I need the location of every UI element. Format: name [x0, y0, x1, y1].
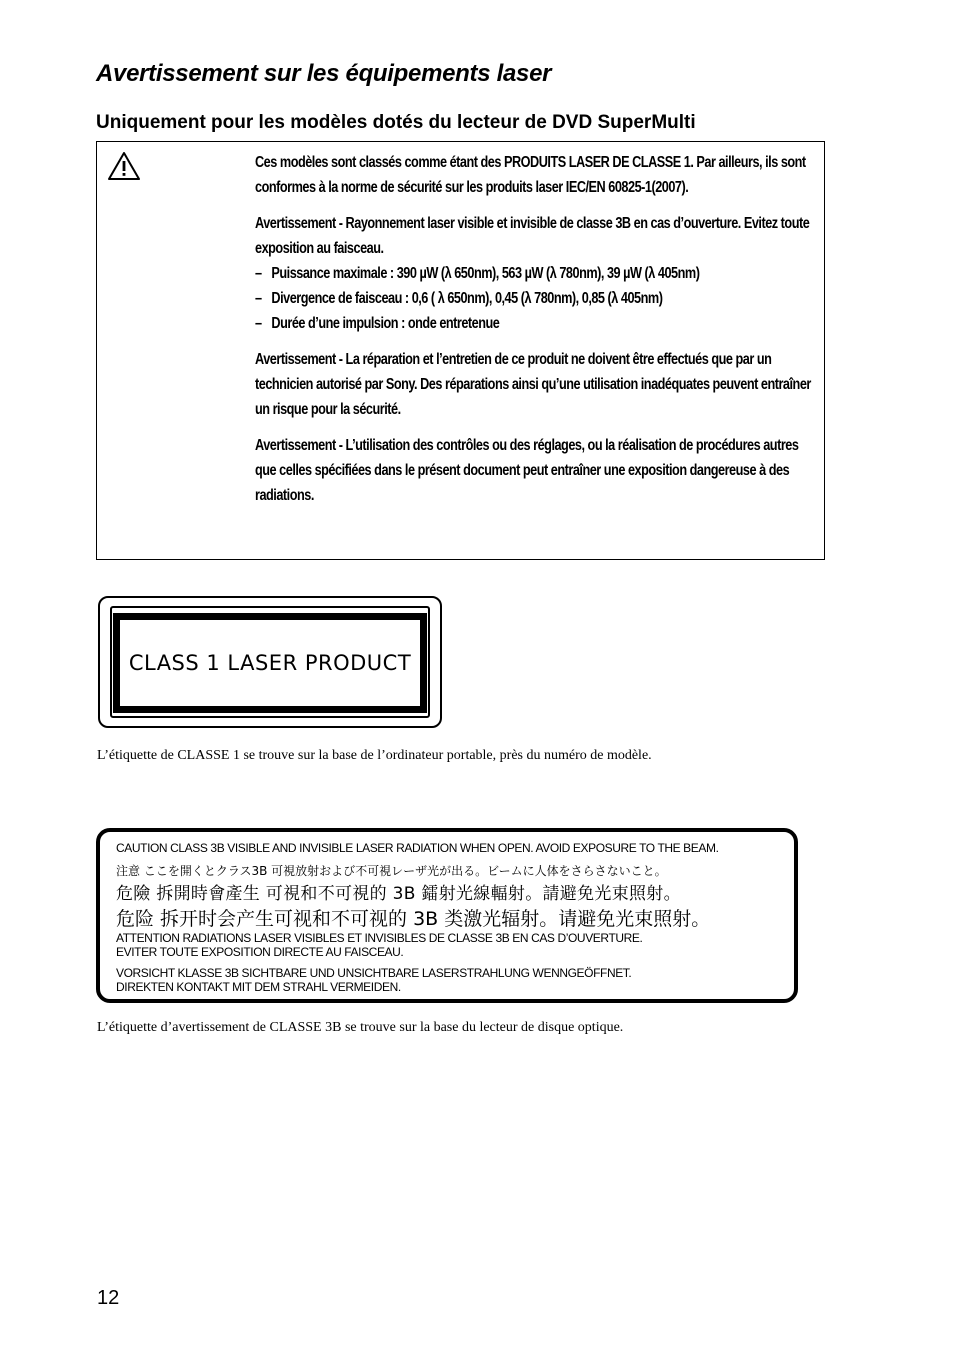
warning-text — [255, 150, 811, 519]
warning-para-class1: Ces modèles sont classés comme étant des PRODUITS LASER DE CLASSE 1. Par ailleurs, ils sont conformes à la norme de sécurité sur les produits laser IEC/EN 60825-1(2007). — [255, 154, 806, 196]
class3b-caption: L’étiquette d’avertissement de CLASSE 3B se trouve sur la base du lecteur de disque optique. — [97, 1020, 624, 1035]
list-item: – Durée d’une impulsion : onde entretenue — [255, 311, 819, 336]
warning-para-radiation: Avertissement - Rayonnement laser visible et invisible de classe 3B en cas d’ouverture. Evitez toute exposition au faisceau. — [255, 215, 810, 257]
class3b-warning-label — [96, 828, 798, 1003]
label-line-fr-1: ATTENTION RADIATIONS LASER VISIBLES ET INVISIBLES DE CLASSE 3B EN CAS D’OUVERTURE. — [116, 931, 643, 945]
label-line-de-1: VORSICHT KLASSE 3B SICHTBARE UND UNSICHTBARE LASERSTRAHLUNG WENNGEÖFFNET. — [116, 966, 632, 980]
label-line-fr-2: EVITER TOUTE EXPOSITION DIRECTE AU FAISCEAU. — [116, 945, 404, 959]
label-line-jp: 注意 ここを開くとクラス3B 可視放射および不可視レーザ光が出る。ビームに人体をさらさないこと。 — [116, 864, 667, 878]
label-line-zh-traditional: 危險 拆開時會產生 可視和不可視的 3B 鐳射光線輻射。請避免光束照射。 — [116, 884, 681, 904]
list-item: – Divergence de faisceau : 0,6 ( λ 650nm), 0,45 (λ 780nm), 0,85 (λ 405nm) — [255, 286, 819, 311]
label-line-de-2: DIREKTEN KONTAKT MIT DEM STRAHL VERMEIDEN. — [116, 980, 401, 994]
laser-specs-list — [255, 261, 819, 336]
warning-triangle-icon — [107, 150, 141, 182]
class1-label-text: CLASS 1 LASER PRODUCT — [128, 651, 412, 675]
warning-para-repair: Avertissement - La réparation et l’entretien de ce produit ne doivent être effectués que par un technicien autorisé par Sony. Des réparations ainsi qu’une utilisation inadéquates peuvent entraîner un risque pour la sécurité. — [255, 351, 811, 418]
class1-caption: L’étiquette de CLASSE 1 se trouve sur la base de l’ordinateur portable, près du numéro de modèle. — [97, 748, 652, 763]
label-line-zh-simplified: 危险 拆开时会产生可视和不可视的 3B 类激光辐射。请避免光束照射。 — [116, 908, 711, 930]
list-item: – Puissance maximale : 390 µW (λ 650nm), 563 µW (λ 780nm), 39 µW (λ 405nm) — [255, 261, 819, 286]
page-number: 12 — [97, 1287, 120, 1309]
label-line-en: CAUTION CLASS 3B VISIBLE AND INVISIBLE LASER RADIATION WHEN OPEN. AVOID EXPOSURE TO THE BEAM. — [116, 841, 719, 855]
page-title: Avertissement sur les équipements laser — [96, 60, 552, 87]
laser-warning-box — [96, 141, 825, 560]
warning-para-controls: Avertissement - L’utilisation des contrôles ou des réglages, ou la réalisation de procédures autres que celles spécifiées dans le présent document peut entraîner une exposition dangereuse à des radiations. — [255, 437, 799, 504]
class1-laser-label — [98, 596, 442, 728]
section-subtitle: Uniquement pour les modèles dotés du lecteur de DVD SuperMulti — [96, 112, 696, 133]
